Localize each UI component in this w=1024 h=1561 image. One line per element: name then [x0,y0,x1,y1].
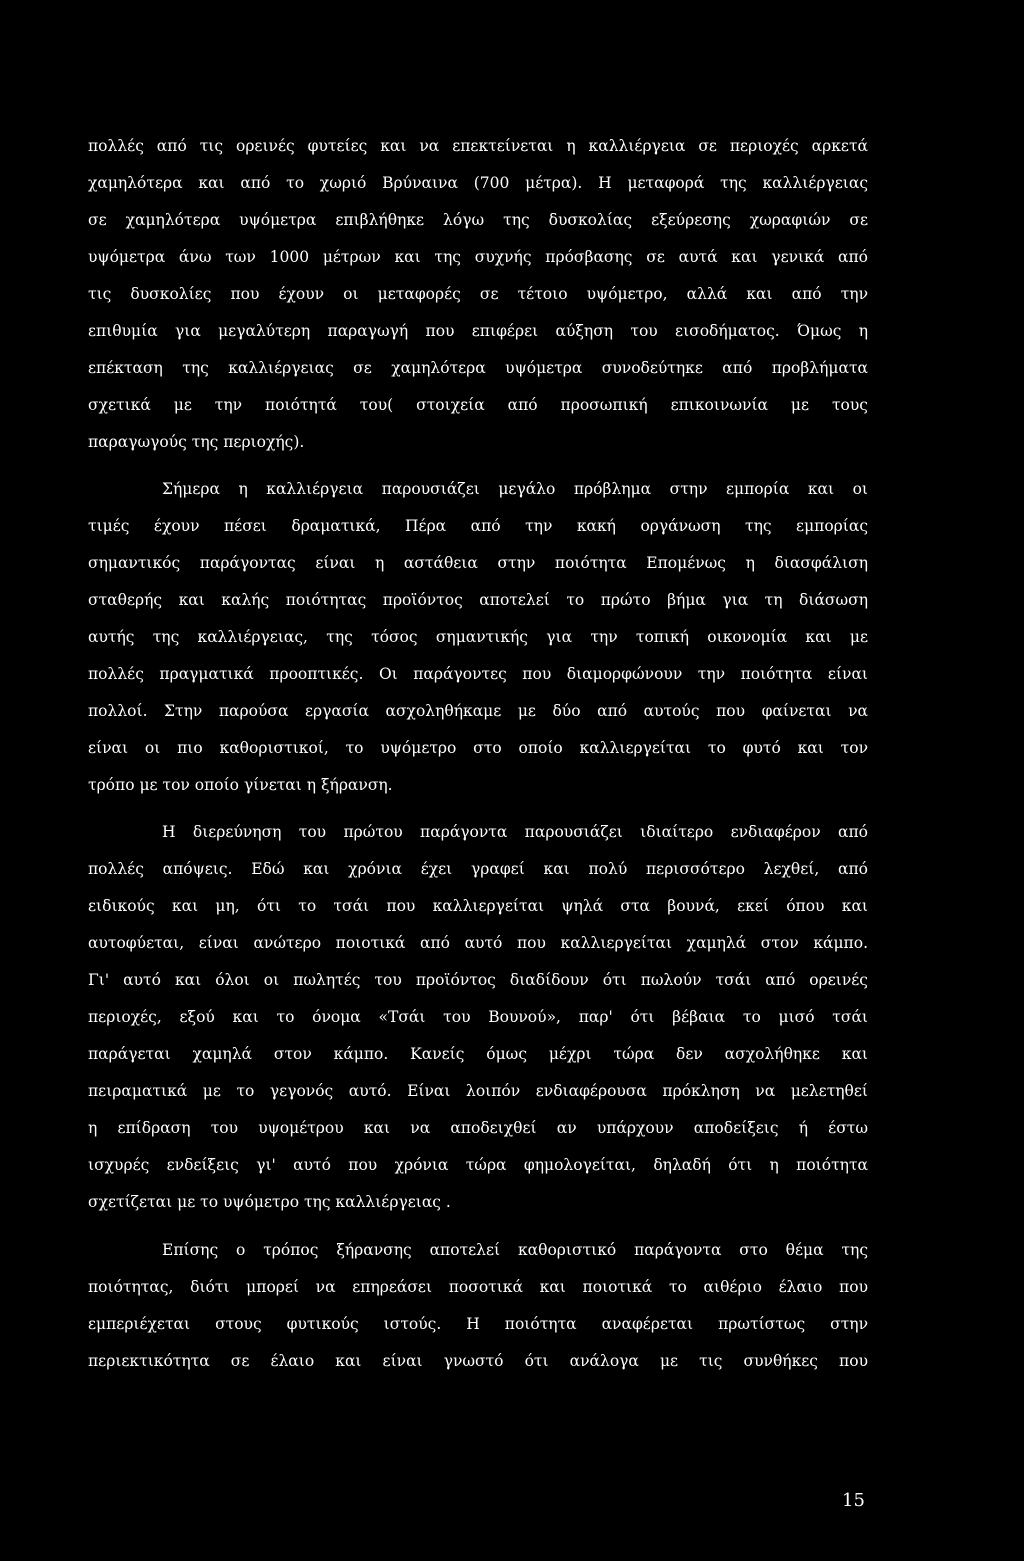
text-line: ισχυρές ενδείξεις γι' αυτό που χρόνια τώρα φημολογείται, δηλαδή ότι η ποιότητα [88,1156,868,1174]
text-line: πειραματικά με το γεγονός αυτό. Είναι λοιπόν ενδιαφέρουσα πρόκληση να μελετηθεί [88,1082,868,1100]
text-line: σχετίζεται με το υψόμετρο της καλλιέργειας . [88,1193,451,1211]
text-line: πολλοί. Στην παρούσα εργασία ασχοληθήκαμε με δύο από αυτούς που φαίνεται να [88,702,868,720]
text-line: σημαντικός παράγοντας είναι η αστάθεια στην ποιότητα Επομένως η διασφάλιση [88,554,868,572]
text-line: σταθερής και καλής ποιότητας προϊόντος αποτελεί το πρώτο βήμα για τη διάσωση [88,591,868,609]
text-line: Επίσης ο τρόπος ξήρανσης αποτελεί καθοριστικό παράγοντα στο θέμα της [162,1241,868,1259]
text-line: αυτοφύεται, είναι ανώτερο ποιοτικά από αυτό που καλλιεργείται χαμηλά στον κάμπο. [88,934,868,952]
text-line: Σήμερα η καλλιέργεια παρουσιάζει μεγάλο πρόβλημα στην εμπορία και οι [162,480,868,498]
text-line: επέκταση της καλλιέργειας σε χαμηλότερα υψόμετρα συνοδεύτηκε από προβλήματα [88,359,868,377]
text-line: σχετικά με την ποιότητά του( στοιχεία από προσωπική επικοινωνία με τους [88,396,868,414]
text-line: πολλές πραγματικά προοπτικές. Οι παράγοντες που διαμορφώνουν την ποιότητα είναι [88,665,868,683]
text-line: επιθυμία για μεγαλύτερη παραγωγή που επιφέρει αύξηση του εισοδήματος. Όμως η [88,322,868,340]
text-line: υψόμετρα άνω των 1000 μέτρων και της συχνής πρόσβασης σε αυτά και γενικά από [88,248,868,266]
text-line: πολλές από τις ορεινές φυτείες και να επεκτείνεται η καλλιέργεια σε περιοχές αρκετά [88,137,868,155]
text-line: Γι' αυτό και όλοι οι πωλητές του προϊόντος διαδίδουν ότι πωλούν τσάι από ορεινές [88,971,868,989]
text-line: παραγωγούς της περιοχής). [88,433,305,451]
text-line: περιοχές, εξού και το όνομα «Τσάι του Βουνού», παρ' ότι βέβαια το μισό τσάι [88,1008,868,1026]
text-line: αυτής της καλλιέργειας, της τόσος σημαντικής για την τοπική οικονομία και με [88,628,868,646]
text-line: χαμηλότερα και από το χωριό Βρύναινα (700 μέτρα). Η μεταφορά της καλλιέργειας [88,174,868,192]
text-line: ειδικούς και μη, ότι το τσάι που καλλιεργείται ψηλά στα βουνά, εκεί όπου και [88,897,868,915]
text-line: τις δυσκολίες που έχουν οι μεταφορές σε τέτοιο υψόμετρο, αλλά και από την [88,285,868,303]
text-line: παράγεται χαμηλά στον κάμπο. Κανείς όμως μέχρι τώρα δεν ασχολήθηκε και [88,1045,868,1063]
text-line: πολλές απόψεις. Εδώ και χρόνια έχει γραφεί και πολύ περισσότερο λεχθεί, από [88,860,868,878]
text-line: εμπεριέχεται στους φυτικούς ιστούς. Η ποιότητα αναφέρεται πρωτίστως στην [88,1315,868,1333]
text-line: σε χαμηλότερα υψόμετρα επιβλήθηκε λόγω της δυσκολίας εξεύρεσης χωραφιών σε [88,211,868,229]
text-line: τρόπο με τον οποίο γίνεται η ξήρανση. [88,776,393,794]
text-line: Η διερεύνηση του πρώτου παράγοντα παρουσιάζει ιδιαίτερο ενδιαφέρον από [162,823,868,841]
text-line: ποιότητας, διότι μπορεί να επηρεάσει ποσοτικά και ποιοτικά το αιθέριο έλαιο που [88,1278,868,1296]
page-number: 15 [842,1490,865,1511]
text-line: είναι οι πιο καθοριστικοί, το υψόμετρο στο οποίο καλλιεργείται το φυτό και τον [88,739,868,757]
text-line: περιεκτικότητα σε έλαιο και είναι γνωστό ότι ανάλογα με τις συνθήκες που [88,1352,868,1370]
text-line: η επίδραση του υψομέτρου και να αποδειχθεί αν υπάρχουν αποδείξεις ή έστω [88,1119,868,1137]
text-line: τιμές έχουν πέσει δραματικά, Πέρα από την κακή οργάνωση της εμπορίας [88,517,868,535]
